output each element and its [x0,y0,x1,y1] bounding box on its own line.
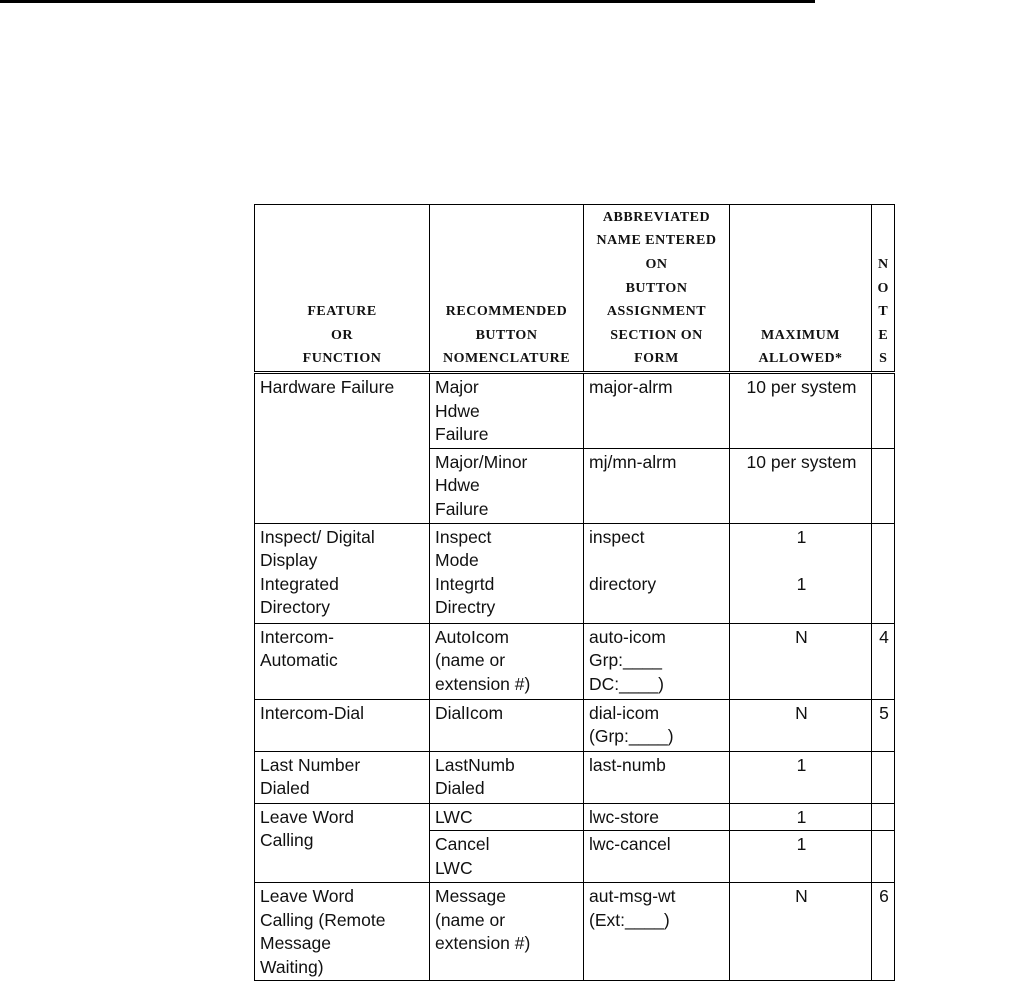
feature-button-table [254,204,895,981]
feature-cell: Intercom-Dial [255,699,430,751]
maximum-cell: 10 per system [730,448,872,523]
table-row [255,523,895,623]
maximum-cell: 1 1 [730,523,872,623]
nomenclature-cell: AutoIcom (name or extension #) [430,623,584,699]
header-row [255,205,895,373]
abbreviated-cell: inspect directory [584,523,730,623]
maximum-cell: N [730,623,872,699]
nomenclature-cell: Cancel LWC [430,831,584,883]
nomenclature-cell: LastNumb Dialed [430,751,584,803]
header-notes: N O T E S [872,205,895,373]
notes-cell [872,751,895,803]
feature-cell: Leave Word Calling [255,803,430,883]
maximum-cell: 1 [730,803,872,831]
feature-cell: Leave Word Calling (Remote Message Waiting) [255,883,430,981]
abbreviated-cell: last-numb [584,751,730,803]
nomenclature-cell: Message (name or extension #) [430,883,584,981]
abbreviated-cell: dial-icom (Grp:____) [584,699,730,751]
table-row [255,883,895,981]
nomenclature-cell: Major/Minor Hdwe Failure [430,448,584,523]
abbreviated-cell: lwc-store [584,803,730,831]
feature-cell: Last Number Dialed [255,751,430,803]
notes-cell [872,373,895,449]
table-row [255,623,895,699]
maximum-cell: N [730,699,872,751]
feature-cell: Intercom- Automatic [255,623,430,699]
table-row [255,803,895,831]
abbreviated-cell: major-alrm [584,373,730,449]
header-abbreviated-name: ABBREVIATED NAME ENTERED ON BUTTON ASSIGNMENT SECTION ON FORM [584,205,730,373]
feature-cell: Hardware Failure [255,373,430,524]
notes-cell: 4 [872,623,895,699]
header-nomenclature: RECOMMENDED BUTTON NOMENCLATURE [430,205,584,373]
abbreviated-cell: lwc-cancel [584,831,730,883]
notes-cell: 5 [872,699,895,751]
table-row [255,699,895,751]
notes-cell [872,803,895,831]
table-row [255,373,895,449]
notes-cell [872,523,895,623]
nomenclature-cell: LWC [430,803,584,831]
nomenclature-cell: Inspect Mode Integrtd Directry [430,523,584,623]
header-maximum-allowed: MAXIMUM ALLOWED* [730,205,872,373]
notes-cell: 6 [872,883,895,981]
maximum-cell: 1 [730,751,872,803]
top-rule [0,0,815,3]
abbreviated-cell: mj/mn-alrm [584,448,730,523]
table-row [255,751,895,803]
abbreviated-cell: auto-icom Grp:____ DC:____) [584,623,730,699]
header-feature: FEATURE OR FUNCTION [255,205,430,373]
feature-cell: Inspect/ Digital Display Integrated Directory [255,523,430,623]
maximum-cell: 1 [730,831,872,883]
abbreviated-cell: aut-msg-wt (Ext:____) [584,883,730,981]
notes-cell [872,831,895,883]
nomenclature-cell: Major Hdwe Failure [430,373,584,449]
nomenclature-cell: DialIcom [430,699,584,751]
maximum-cell: N [730,883,872,981]
maximum-cell: 10 per system [730,373,872,449]
notes-cell [872,448,895,523]
